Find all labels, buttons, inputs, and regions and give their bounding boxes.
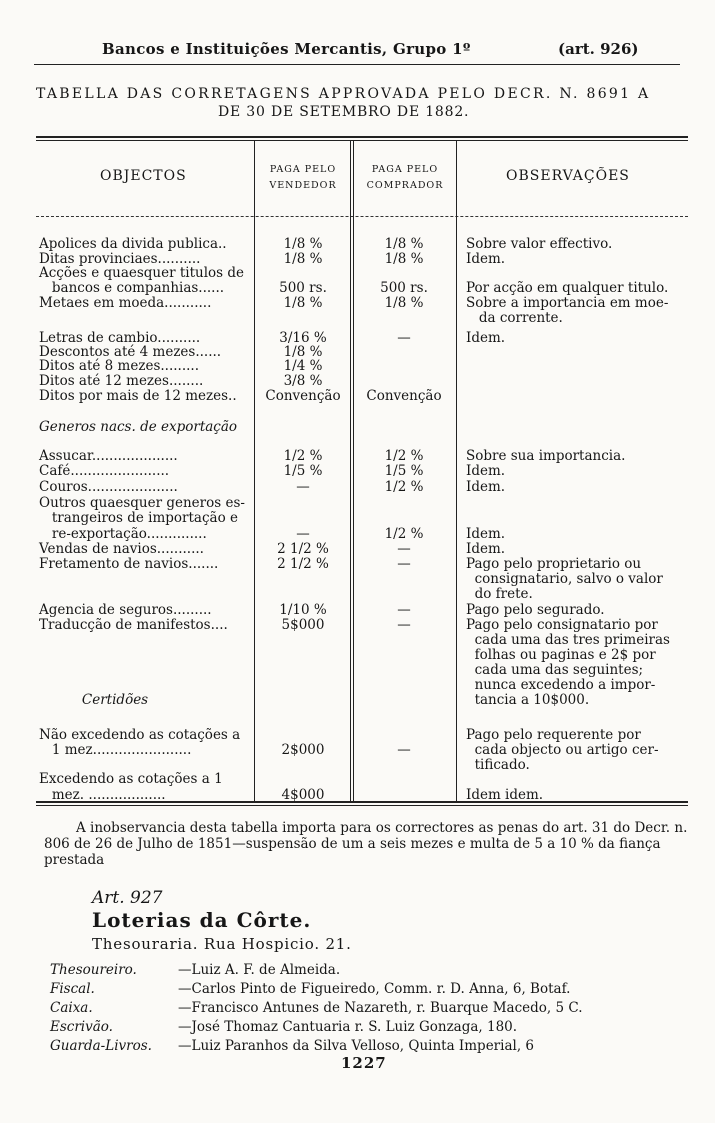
table-title-line1: TABELLA DAS CORRETAGENS APPROVADA PELO DECR. N. 8691 A <box>36 86 651 102</box>
staff-role: Thesoureiro. <box>50 962 137 978</box>
staff-name: —Luiz A. F. de Almeida. <box>178 962 341 978</box>
staff-name: —José Thomaz Cantuaria r. S. Luiz Gonzaga, 180. <box>178 1019 518 1035</box>
staff-name: —Luiz Paranhos da Silva Velloso, Quinta Imperial, 6 <box>178 1038 534 1054</box>
row-observacao: cada uma das tres primeiras <box>466 632 670 648</box>
row-vendedor: 2 1/2 % <box>277 541 329 557</box>
row-objecto: Não excedendo as cotações a <box>39 727 241 743</box>
row-objecto: Ditos por mais de 12 mezes.. <box>39 388 237 404</box>
staff-name: —Francisco Antunes de Nazareth, r. Buarque Macedo, 5 C. <box>178 1000 583 1016</box>
col-header-objectos: OBJECTOS <box>100 168 187 184</box>
row-observacao: Pago pelo consignatario por <box>466 617 658 633</box>
row-objecto: Metaes em moeda........... <box>39 295 212 311</box>
row-objecto: 1 mez....................... <box>39 742 192 758</box>
staff-role: Guarda-Livros. <box>50 1038 152 1054</box>
row-vendedor: 1/8 % <box>283 295 323 311</box>
row-vendedor: 1/8 % <box>283 344 323 360</box>
row-observacao: tancia a 10$000. <box>466 692 590 708</box>
row-comprador: 1/2 % <box>384 479 424 495</box>
table-top-rule <box>36 136 688 138</box>
row-observacao: Sobre sua importancia. <box>466 448 626 464</box>
column-divider-2 <box>350 140 351 801</box>
header-article-ref: (art. 926) <box>558 40 639 58</box>
row-observacao: Idem idem. <box>466 787 544 803</box>
column-divider-1 <box>254 140 255 801</box>
row-objecto: bancos e companhias...... <box>39 280 225 296</box>
row-comprador: 500 rs. <box>380 280 428 296</box>
article-number: Art. 927 <box>92 888 163 908</box>
row-objecto: Certidões <box>39 692 149 708</box>
row-objecto: Acções e quaesquer titulos de <box>39 265 245 281</box>
header-separator <box>36 216 688 217</box>
row-observacao: da corrente. <box>466 310 563 326</box>
row-observacao: Por acção em qualquer titulo. <box>466 280 669 296</box>
col-header-vendedor-line2: VENDEDOR <box>269 180 337 191</box>
row-objecto: Ditos até 12 mezes........ <box>39 373 204 389</box>
header-rule <box>34 64 680 65</box>
row-observacao: Sobre a importancia em moe- <box>466 295 669 311</box>
article-address: Thesouraria. Rua Hospicio. 21. <box>92 935 352 953</box>
row-vendedor: 500 rs. <box>279 280 327 296</box>
row-comprador: — <box>397 541 411 557</box>
row-comprador: 1/8 % <box>384 295 424 311</box>
row-comprador: Convenção <box>366 388 442 404</box>
row-objecto: Traducção de manifestos.... <box>39 617 228 633</box>
row-comprador: — <box>397 617 411 633</box>
row-objecto: re-exportação.............. <box>39 526 207 542</box>
row-vendedor: 3/8 % <box>283 373 323 389</box>
row-objecto: Assucar.................... <box>39 448 178 464</box>
staff-role: Fiscal. <box>50 981 95 997</box>
row-vendedor: 1/5 % <box>283 463 323 479</box>
row-observacao: Pago pelo requerente por <box>466 727 641 743</box>
row-observacao: do frete. <box>466 586 533 602</box>
row-objecto: Excedendo as cotações a 1 <box>39 771 223 787</box>
staff-role: Caixa. <box>50 1000 93 1016</box>
row-vendedor: 2$000 <box>281 742 325 758</box>
table-footnote: A inobservancia desta tabella importa para os correctores as penas do art. 31 do Decr. n. 806 de 26 de Julho de 1851—suspensão de um a seis mezes e multa de 5 a 10 % da fiança prestada <box>44 820 688 868</box>
row-observacao: Idem. <box>466 541 506 557</box>
row-observacao: Idem. <box>466 526 506 542</box>
row-vendedor: 1/10 % <box>279 602 327 618</box>
row-comprador: — <box>397 556 411 572</box>
row-objecto: Ditos até 8 mezes......... <box>39 358 199 374</box>
row-objecto: Vendas de navios........... <box>39 541 204 557</box>
row-vendedor: 5$000 <box>281 617 325 633</box>
row-comprador: — <box>397 742 411 758</box>
row-observacao: folhas ou paginas e 2$ por <box>466 647 656 663</box>
table-top-rule-2 <box>36 140 688 141</box>
row-observacao: Idem. <box>466 479 506 495</box>
row-vendedor: — <box>296 526 310 542</box>
row-comprador: 1/8 % <box>384 236 424 252</box>
row-objecto: Apolices da divida publica.. <box>39 236 227 252</box>
row-observacao: Pago pelo proprietario ou <box>466 556 642 572</box>
row-objecto: Agencia de seguros......... <box>39 602 212 618</box>
row-objecto: Fretamento de navios....... <box>39 556 219 572</box>
row-vendedor: 1/4 % <box>283 358 323 374</box>
row-objecto: Café....................... <box>39 463 170 479</box>
row-observacao: cada uma das seguintes; <box>466 662 644 678</box>
page-number: 1227 <box>341 1054 387 1072</box>
row-observacao: cada objecto ou artigo cer- <box>466 742 659 758</box>
row-comprador: — <box>397 602 411 618</box>
staff-role: Escrivão. <box>50 1019 113 1035</box>
row-comprador: 1/5 % <box>384 463 424 479</box>
row-vendedor: — <box>296 479 310 495</box>
col-header-comprador-line2: COMPRADOR <box>366 180 444 191</box>
row-objecto: Letras de cambio.......... <box>39 330 201 346</box>
row-observacao: Idem. <box>466 463 506 479</box>
row-objecto: mez. .................. <box>39 787 166 803</box>
row-objecto: Outros quaesquer generos es- <box>39 495 245 511</box>
row-objecto: Couros..................... <box>39 479 178 495</box>
row-vendedor: 3/16 % <box>279 330 327 346</box>
row-objecto: Generos nacs. de exportação <box>39 419 238 435</box>
row-vendedor: 4$000 <box>281 787 325 803</box>
row-vendedor: 2 1/2 % <box>277 556 329 572</box>
header-section-title: Bancos e Instituições Mercantis, Grupo 1º <box>102 40 471 58</box>
column-divider-3 <box>456 140 457 801</box>
row-objecto: Descontos até 4 mezes...... <box>39 344 222 360</box>
staff-name: —Carlos Pinto de Figueiredo, Comm. r. D. Anna, 6, Botaf. <box>178 981 571 997</box>
row-comprador: 1/8 % <box>384 251 424 267</box>
row-vendedor: 1/2 % <box>283 448 323 464</box>
col-header-comprador-line1: PAGA PELO <box>371 164 439 175</box>
row-observacao: tificado. <box>466 757 530 773</box>
table-bottom-rule-2 <box>36 805 688 806</box>
article-heading: Loterias da Côrte. <box>92 908 312 932</box>
row-comprador: — <box>397 330 411 346</box>
row-observacao: consignatario, salvo o valor <box>466 571 663 587</box>
row-observacao: Idem. <box>466 330 506 346</box>
column-divider-2b <box>353 140 354 801</box>
row-observacao: nunca excedendo a impor- <box>466 677 656 693</box>
row-objecto: trangeiros de importação e <box>39 510 238 526</box>
row-comprador: 1/2 % <box>384 448 424 464</box>
col-header-vendedor <box>258 162 348 194</box>
row-objecto: Ditas provinciaes.......... <box>39 251 201 267</box>
row-vendedor: 1/8 % <box>283 236 323 252</box>
row-observacao: Sobre valor effectivo. <box>466 236 613 252</box>
row-comprador: 1/2 % <box>384 526 424 542</box>
row-observacao: Pago pelo segurado. <box>466 602 605 618</box>
row-observacao: Idem. <box>466 251 506 267</box>
table-title-line2: DE 30 DE SETEMBRO DE 1882. <box>218 104 470 120</box>
col-header-vendedor-line1: PAGA PELO <box>269 164 337 175</box>
row-vendedor: 1/8 % <box>283 251 323 267</box>
row-vendedor: Convenção <box>265 388 341 404</box>
col-header-comprador <box>357 162 453 194</box>
col-header-observacoes: OBSERVAÇÕES <box>506 168 630 184</box>
